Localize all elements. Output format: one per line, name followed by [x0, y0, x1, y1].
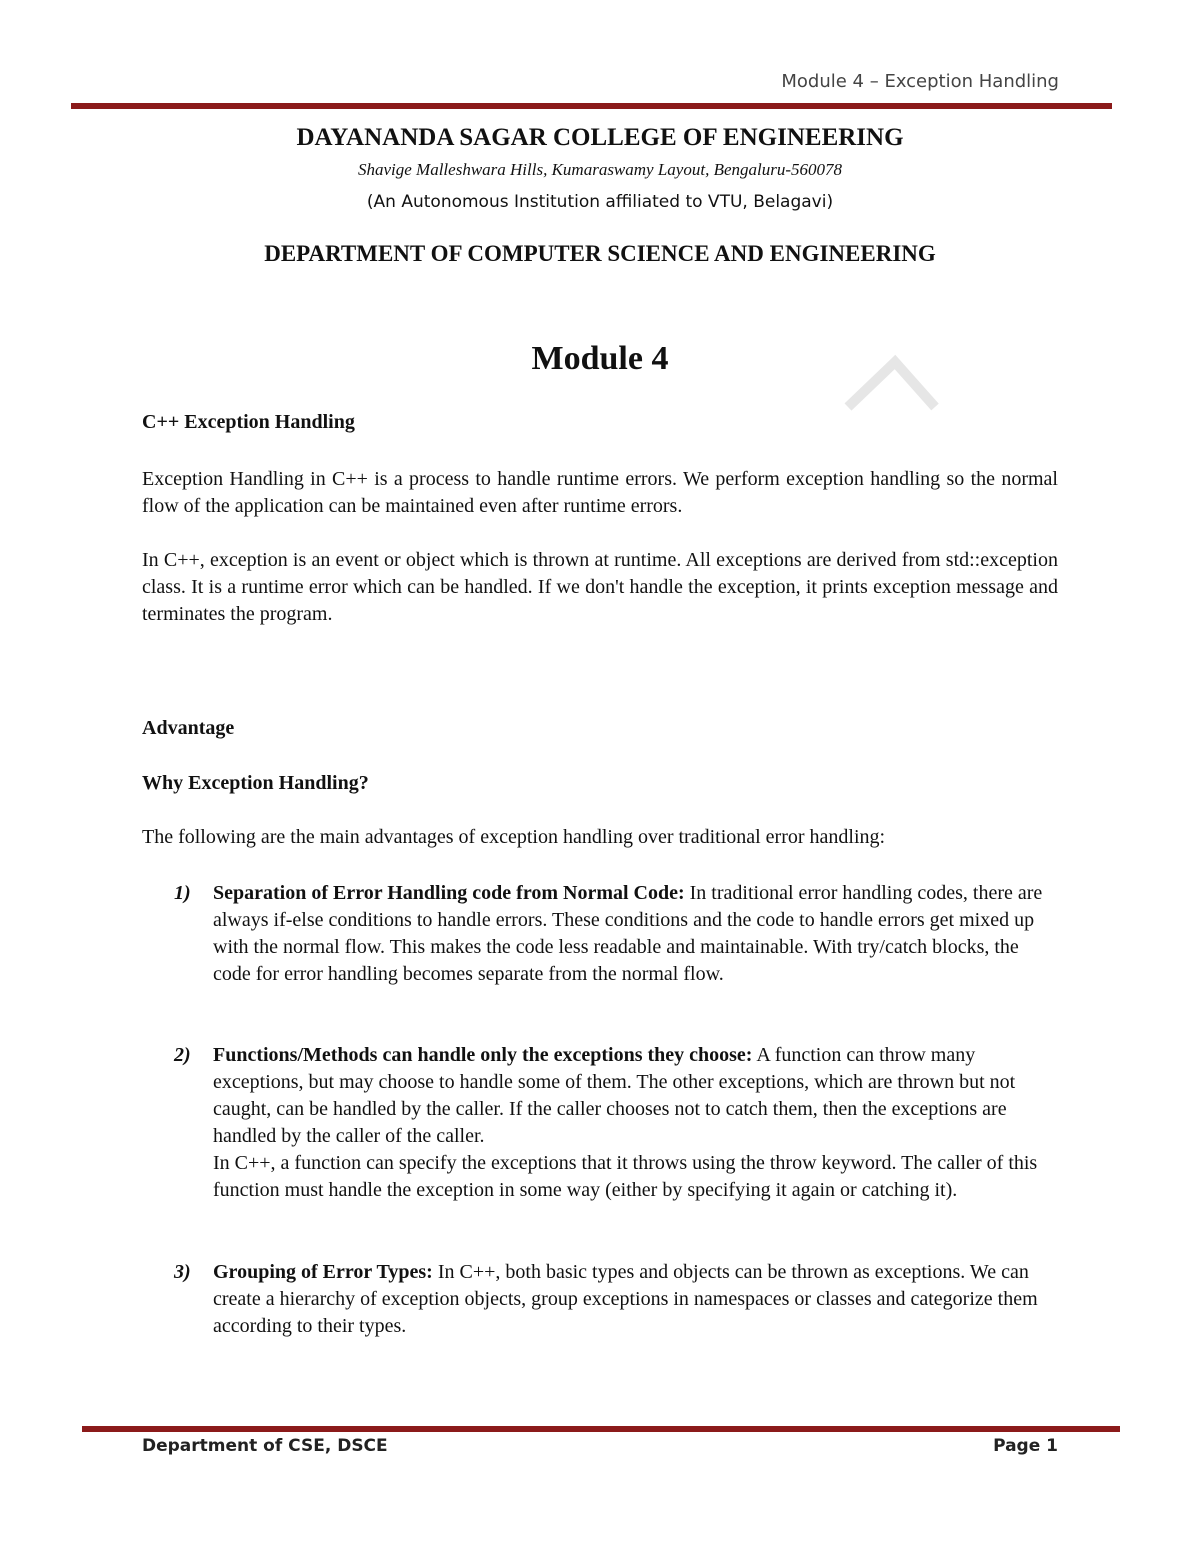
list-item-title: Separation of Error Handling code from Normal Code:	[213, 882, 685, 904]
module-title: Module 4	[531, 340, 669, 377]
list-item-title: Functions/Methods can handle only the exceptions they choose:	[213, 1044, 753, 1066]
header-rule	[71, 103, 1112, 109]
advantage-heading: Advantage	[142, 717, 235, 739]
list-item-number: 3)	[174, 1261, 191, 1283]
watermark-mark	[840, 352, 940, 412]
list-item-title: Grouping of Error Types:	[213, 1261, 433, 1283]
list-item-text: In traditional error handling codes, there are always if-else conditions to handle errors. These conditions and the code to handle errors get mixed up with the normal flow. This makes the code less readable and maintainable. With try/catch blocks, the code for error handling becomes separate from the normal flow.	[213, 882, 1043, 985]
footer-rule	[82, 1426, 1120, 1432]
paragraph-intro: Exception Handling in C++ is a process to handle runtime errors. We perform exception handling so the normal flow of the application can be maintained even after runtime errors.	[142, 468, 1058, 517]
list-item-text: A function can throw many exceptions, but may choose to handle some of them. The other exceptions, which are thrown but not caught, can be handled by the caller. If the caller chooses not to catch them, then the exceptions are handled by the caller of the caller.	[213, 1044, 1016, 1147]
paragraph-exception-definition: In C++, exception is an event or object which is thrown at runtime. All exceptions are derived from std::exception class. It is a runtime error which can be handled. If we don't handle the exception, it prints exception message and terminates the program.	[142, 549, 1058, 625]
list-item-number: 1)	[174, 882, 191, 904]
college-address: Shavige Malleshwara Hills, Kumaraswamy Layout, Bengaluru-560078	[357, 160, 842, 179]
list-item-text: In C++, both basic types and objects can be thrown as exceptions. We can create a hierarchy of exception objects, group exceptions in namespaces or classes and categorize them according to their types.	[213, 1261, 1038, 1337]
section-heading: C++ Exception Handling	[142, 411, 355, 433]
list-item-body	[213, 1259, 1053, 1340]
running-header: Module 4 – Exception Handling	[781, 71, 1059, 92]
list-item-body	[213, 880, 1053, 988]
college-name: DAYANANDA SAGAR COLLEGE OF ENGINEERING	[296, 124, 904, 151]
list-item-body	[213, 1042, 1053, 1204]
footer-department: Department of CSE, DSCE	[142, 1436, 388, 1456]
page-number: Page 1	[993, 1436, 1058, 1456]
list-item-number: 2)	[174, 1044, 191, 1066]
list-item-text-extra: In C++, a function can specify the exceptions that it throws using the throw keyword. The caller of this function must handle the exception in some way (either by specifying it again or catching it).	[213, 1152, 1038, 1201]
college-affiliation: (An Autonomous Institution affiliated to VTU, Belagavi)	[366, 192, 834, 212]
why-heading: Why Exception Handling?	[142, 772, 369, 794]
department-name: DEPARTMENT OF COMPUTER SCIENCE AND ENGINEERING	[264, 241, 936, 266]
advantages-intro: The following are the main advantages of exception handling over traditional error handling:	[142, 826, 886, 848]
